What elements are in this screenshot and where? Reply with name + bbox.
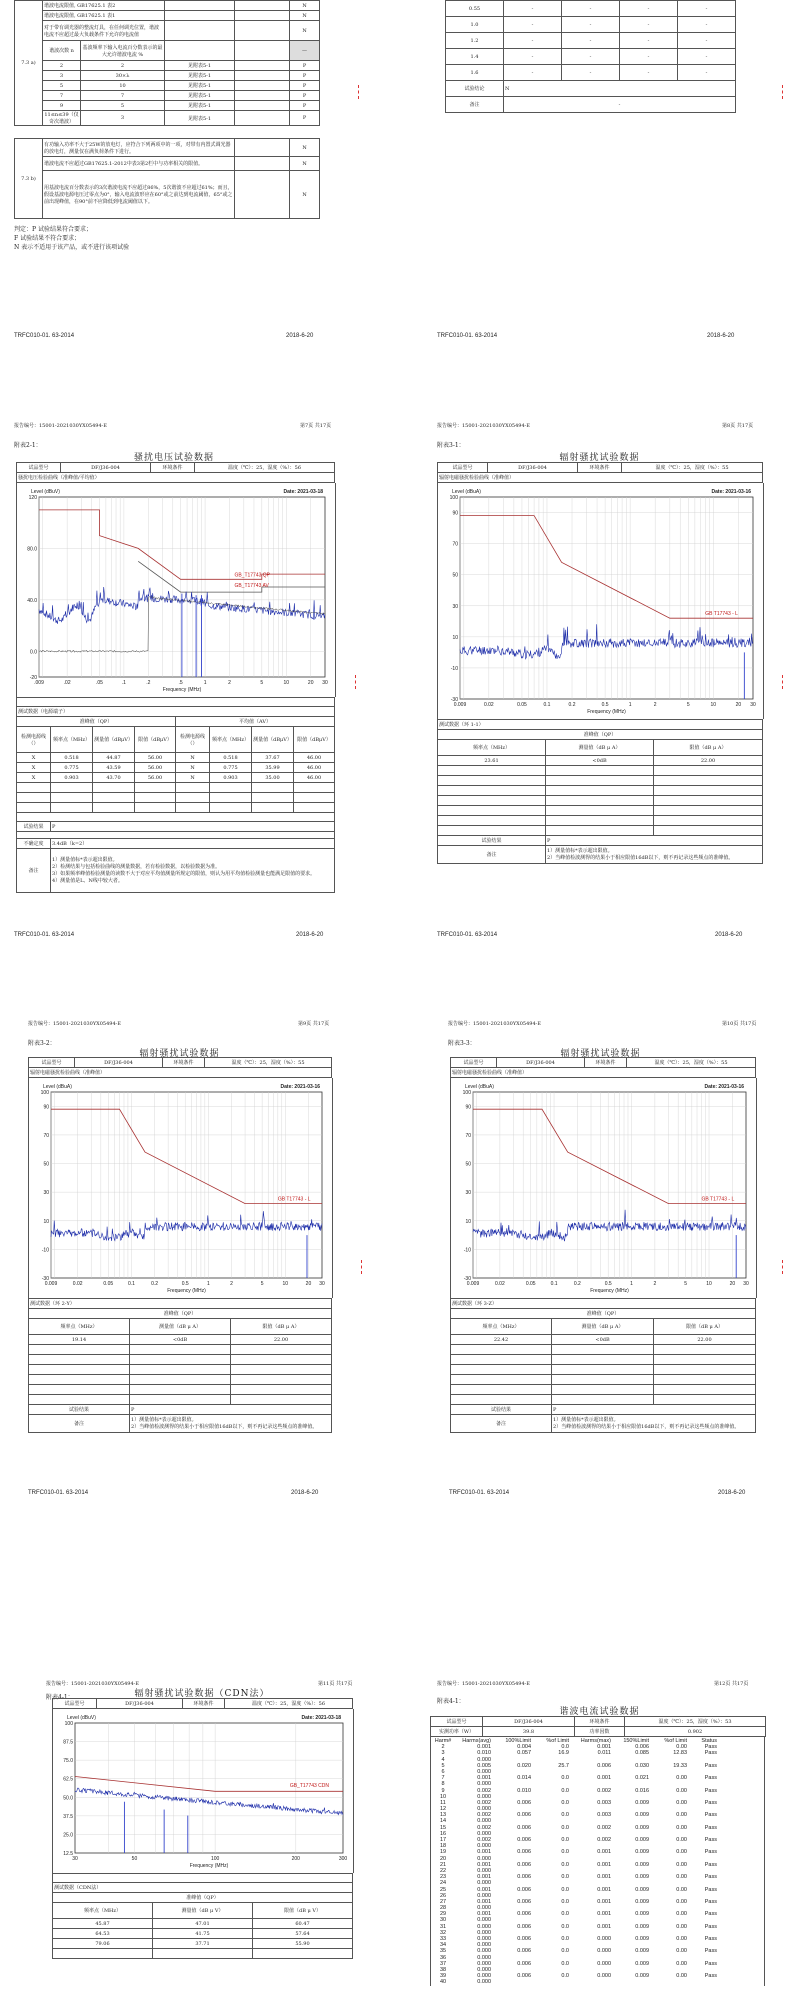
x-tick-label: 5: [260, 680, 264, 686]
y-tick-label: -30: [450, 697, 458, 703]
table-row: 22.42 <0dB 22.00: [451, 1335, 756, 1345]
y-tick-label: 50: [452, 572, 458, 579]
table-row: 64.53 41.75 57.64: [53, 1929, 353, 1939]
page-label: 第8页 共17页: [722, 423, 754, 429]
x-tick-label: 300: [338, 1856, 348, 1862]
report-number: 报告编号：15001-2021030YX05494-E: [14, 423, 107, 429]
table-row: 39 0.000 0.006 0.0 0.000 0.009 0.00 Pass: [439, 1973, 717, 1980]
y-tick-label: 62.5: [63, 1776, 73, 1783]
y-tick-label: 90: [465, 1104, 471, 1111]
y-tick-label: 50.0: [63, 1795, 73, 1802]
binding-mark: [355, 675, 357, 689]
legend: 判定：P 试验结果符合要求； F 试验结果不符合要求； N 表示不适用于该产品，或不进行该项试验: [14, 226, 130, 251]
x-tick-label: 5: [686, 702, 690, 708]
x-tick-label: 50: [131, 1856, 138, 1862]
y-tick-label: 100: [462, 1090, 471, 1096]
y-axis-label: Level (dBuA): [452, 489, 481, 495]
x-tick-label: 1: [203, 680, 207, 686]
x-tick-label: 0.5: [604, 1281, 612, 1287]
footer-code: TRFC010-01. 63-2014: [28, 1490, 89, 1496]
p7-doc: 试品型号 DF/J36-004 环境条件 温度（℃）：25，湿度（%）：56 骚扰电压检验曲线（准峰值/平均值） 120 80.0 40.0 0.0 -20 .009 .02 .05 .1 .2 .5 1 2 5 10 20 30 Frequency (MHz) Level (dBuV) Date: 2021-03-18 GB_T17743 QP GB_T17743 AV 测试数据（电源端子） 准峰值（QP） 平均值（AV） 检测电源线（） 频率点（MHz） 测量值（dBμV） 限值（dBμV） 检测电源线（） 频率点（MHz） 测量值（dBμV） 限值（dBμV） X 0.518 44.87 56.00 N 0.518 37.67 46.00 X 0.775 43.59 56.00 N 0.775 35.99 46.00 X 0.903 43.70 56.00 N 0.903 35.00 46.00 试验结果 P 不确定度 3.4dB（k=2） 备注 1）测量值标*表示超出限值。 2）检测结果与包括检验曲线的测量数据，若有检验数据，以检验数据为准。 3）如果频率峰值检验测量的读数不大于对应平均值测量所规定的限值，则认为用平均值检验测量也能满足限值的要求。 4）测量值是L、N线中较大者。: [16, 462, 334, 893]
x-tick-label: .02: [63, 680, 71, 686]
x-tick-label: 0.5: [181, 1281, 189, 1287]
x-tick-label: 2: [228, 680, 231, 686]
x-tick-label: 2: [230, 1281, 233, 1287]
page-label: 第11页 共17页: [318, 1681, 353, 1687]
page-title: 辐射骚扰试验数据（CDN法）: [134, 1689, 270, 1699]
x-tick-label: 20: [305, 1281, 312, 1287]
x-tick-label: 5: [684, 1281, 688, 1287]
table-row: 2 0.001 0.004 0.0 0.001 0.006 0.00 Pass: [441, 1744, 717, 1751]
table-row: 33 0.000 0.006 0.0 0.000 0.009 0.00 Pass: [439, 1936, 717, 1942]
footer-code: TRFC010-01. 63-2014: [449, 1490, 510, 1496]
table-row: 7 0.001 0.014 0.0 0.001 0.021 0.00 Pass: [441, 1775, 717, 1782]
chart-date: Date: 2021-03-16: [280, 1084, 320, 1090]
y-tick-label: 50: [465, 1161, 471, 1168]
y-tick-label: -30: [41, 1276, 49, 1282]
annex-label: 附表3-1：: [437, 442, 465, 449]
footer-date: 2018-6-20: [286, 333, 314, 339]
binding-mark: [358, 85, 360, 99]
table-row: 25 0.001 0.006 0.0 0.001 0.009 0.00 Pass: [439, 1886, 717, 1893]
requirements-table: 7.3 a) 谐波电流限值, GB17625.1 表2 N 谐波电流限值, GB17625.1 表1 N 对于带有调光器的整流灯具，在任何调光位置，谐波电流不应超过最大负载条件下允许的电流值 N 谐波次数 n 基波频率下输入电流百分数表示的最大允许谐波电流 % — 2 2 见附表5-1 P 3 30×λ 见附表5-1 P 5 10 见附表5-1 P 7 7 见附表5-1 P 9 5 见附表5-1 P 11≤n≤39（仅奇次谐波） 3 见附表5-1 P: [14, 0, 320, 126]
x-tick-label: 100: [210, 1856, 220, 1862]
p10-doc: 试品型号 DF/J36-004 环境条件 温度（℃）：25，湿度（%）：55 辐射电磁骚扰检验曲线（准峰值） 100 90 70 50 30 10 -10 -30 0.009 0.02 0.05 0.1 0.2 0.5 1 2 5 10 20 30 Frequency (MHz) Level (dBuA) Date: 2021-03-16 GB T17743 - L 测试数据（环 3-Z） 准峰值（QP） 频率点（MHz） 测量值（dB μ A） 限值（dB μ A） 22.42 <0dB 22.00 试验结果 P 备注 1）测量值标*表示超出限值。 2）当峰值检波测得的结果小于相应限值16dB以下，则不再记录这些频点的准峰值。: [450, 1057, 755, 1433]
y-tick-label: 12.5: [63, 1851, 73, 1857]
x-tick-label: 0.1: [543, 702, 551, 708]
footer-code: TRFC010-01. 63-2014: [437, 932, 498, 938]
harmonics-header: Harm# Harms(avg) 100%Limit %of Limit Harms(max) 150%Limit %of Limit Status: [434, 1738, 717, 1744]
page-label: 第12页 共17页: [714, 1681, 749, 1687]
y-axis-label: Level (dBuV): [31, 489, 60, 495]
table-row: 37 0.000 0.006 0.0 0.000 0.009 0.00 Pass: [439, 1960, 717, 1967]
y-tick-label: -10: [41, 1247, 49, 1254]
table-row: 5 0.005 0.020 25.7 0.006 0.030 19.33 Pass: [441, 1762, 717, 1769]
x-tick-label: 0.02: [72, 1281, 83, 1287]
table-row: 8 0.000: [441, 1781, 491, 1788]
footer-date: 2018-6-20: [715, 932, 743, 938]
footer-code: TRFC010-01. 63-2014: [14, 932, 75, 938]
report-number: 报告编号：15001-2021030YX05494-E: [46, 1681, 139, 1687]
x-tick-label: 0.009: [44, 1281, 58, 1287]
x-axis-label: Frequency (MHz): [167, 1288, 206, 1294]
x-tick-label: 30: [322, 680, 328, 686]
limit-label: GB_T17743 AV: [234, 583, 269, 589]
report-number: 报告编号：15001-2021030YX05494-E: [28, 1021, 121, 1027]
table-row: 20 0.000: [439, 1855, 491, 1862]
table-row: 14 0.000: [439, 1818, 491, 1825]
x-tick-label: 20: [729, 1281, 736, 1287]
binding-mark: [782, 1260, 784, 1274]
page-title: 骚扰电压试验数据: [133, 453, 214, 463]
plot-area: [473, 1092, 746, 1278]
footer-date: 2018-6-20: [291, 1490, 319, 1496]
plot-area: [460, 497, 753, 699]
annex-label: 附表4-1：: [437, 1698, 465, 1705]
table-row: 29 0.001 0.006 0.0 0.001 0.009 0.00 Pass: [439, 1911, 717, 1918]
page-label: 第9页 共17页: [298, 1021, 330, 1027]
table-row: 45.87 47.01 60.47: [53, 1919, 353, 1929]
harmonics-table: [430, 1737, 765, 1986]
y-tick-label: 70: [452, 541, 458, 548]
table-row: 24 0.000: [439, 1880, 491, 1887]
y-tick-label: 70: [43, 1132, 49, 1139]
x-tick-label: 0.02: [495, 1281, 505, 1287]
x-tick-label: .5: [178, 680, 183, 686]
table-row: 10 0.000: [439, 1793, 491, 1800]
x-tick-label: 2: [653, 1281, 657, 1287]
x-tick-label: 1: [206, 1281, 210, 1287]
y-tick-label: 30: [43, 1190, 49, 1197]
y-tick-label: -30: [463, 1276, 471, 1282]
y-tick-label: 30: [465, 1190, 471, 1197]
table-row: 19.14 <0dB 22.00: [29, 1335, 332, 1345]
x-tick-label: 0.2: [573, 1281, 581, 1287]
x-tick-label: 10: [282, 1281, 289, 1287]
x-tick-label: 30: [319, 1281, 325, 1287]
x-tick-label: 5: [260, 1281, 264, 1287]
p11-doc: 试品型号 DF/J36-004 环境条件 温度（℃）：25，湿度（%）：56 100 87.5 75.0 62.5 50.0 37.5 25.0 12.5 30 50 100 200 300 Frequency (MHz) Level (dBuV) Date: 2021-03-18 GB_T17743 CDN 测试数据（CDN法） 准峰值（QP） 频率点（MHz） 测量值（dB μ V） 限值（dB μ V） 45.87 47.01 60.47 64.53 41.75 57.64 79.06 37.71 55.90: [52, 1698, 352, 1959]
table-row: 4 0.000: [441, 1756, 491, 1763]
table-row: 31 0.000 0.006 0.0 0.001 0.009 0.00 Pass: [439, 1923, 717, 1930]
radiated-emission-chart: [437, 483, 764, 719]
report-number: 报告编号：15001-2021030YX05494-E: [448, 1021, 541, 1027]
page-label: 第10页 共17页: [722, 1021, 757, 1027]
y-tick-label: 50: [43, 1161, 49, 1168]
page-title: 辐射骚扰试验数据: [139, 1049, 220, 1059]
limit-label: GB T17743 - L: [277, 1196, 311, 1203]
y-axis-label: Level (dBuA): [43, 1084, 72, 1090]
annex-label: 附表2-1：: [14, 442, 42, 449]
table-row: 35 0.000 0.006 0.0 0.000 0.009 0.00 Pass: [439, 1948, 717, 1955]
table-row: 28 0.000: [439, 1905, 491, 1912]
p9-doc: 试品型号 DF/J36-004 环境条件 温度（℃）：25，湿度（%）：55 辐射电磁骚扰检验曲线（准峰值） 100 90 70 50 30 10 -10 -30 0.009 0.02 0.05 0.1 0.2 0.5 1 2 5 10 20 30 Frequency (MHz) Level (dBuA) Date: 2021-03-16 GB T17743 - L 测试数据（环 2-Y） 准峰值（QP） 频率点（MHz） 测量值（dB μ A） 限值（dB μ A） 19.14 <0dB 22.00 试验结果 P 备注 1）测量值标*表示超出限值。 2）当峰值检波测得的结果小于相应限值16dB以下，则不再记录这些频点的准峰值。: [28, 1057, 331, 1433]
x-tick-label: 1: [628, 702, 632, 708]
x-axis-label: Frequency (MHz): [189, 1863, 229, 1869]
x-tick-label: 200: [291, 1856, 300, 1862]
annex-label: 附表3-2：: [28, 1040, 56, 1047]
table-row: 38 0.000: [439, 1966, 491, 1973]
table-row: 32 0.000: [439, 1929, 491, 1936]
limit-label: GB T17743 - L: [705, 611, 738, 618]
table-row: 34 0.000: [439, 1942, 491, 1949]
x-tick-label: 0.05: [525, 1281, 536, 1287]
x-tick-label: .009: [34, 680, 44, 686]
chart-date: Date: 2021-03-16: [711, 489, 751, 495]
table-row: 15 0.002 0.006 0.0 0.002 0.009 0.00 Pass: [439, 1824, 717, 1831]
y-tick-label: 100: [40, 1090, 49, 1096]
x-tick-label: 30: [750, 702, 756, 708]
x-axis-label: Frequency (MHz): [587, 709, 626, 715]
footer-date: 2018-6-20: [296, 932, 324, 938]
page6-section: [445, 0, 735, 113]
x-tick-label: 10: [710, 702, 717, 708]
y-tick-label: 90: [452, 510, 458, 517]
table-row: X 0.775 43.59 56.00 N 0.775 35.99 46.00: [17, 763, 335, 773]
y-tick-label: 10: [465, 1218, 471, 1225]
table-row: 13 0.002 0.006 0.0 0.003 0.009 0.00 Pass: [439, 1812, 717, 1819]
table-row: 23 0.001 0.006 0.0 0.001 0.009 0.00 Pass: [439, 1874, 717, 1881]
conducted-emission-chart: [16, 483, 336, 697]
table-row: 17 0.002 0.006 0.0 0.002 0.009 0.00 Pass: [439, 1837, 717, 1843]
x-axis-label: Frequency (MHz): [162, 687, 202, 693]
footer-code: TRFC010-01. 63-2014: [437, 333, 498, 339]
y-axis-label: Level (dBuA): [465, 1084, 494, 1090]
binding-mark: [782, 675, 784, 689]
y-tick-label: 87.5: [63, 1739, 73, 1746]
footer-code: TRFC010-01. 63-2014: [14, 333, 75, 339]
table-row: 9 0.002 0.010 0.0 0.002 0.016 0.00 Pass: [441, 1787, 717, 1794]
x-tick-label: 20: [735, 702, 742, 708]
y-tick-label: 120: [28, 495, 37, 501]
report-number: 报告编号：15001-2021030YX05494-E: [437, 1681, 530, 1687]
table-row: 21 0.001 0.006 0.0 0.001 0.009 0.00 Pass: [439, 1861, 717, 1868]
x-tick-label: 0.5: [601, 702, 609, 708]
page-title: 辐射骚扰试验数据: [559, 453, 640, 463]
table-row: 19 0.001 0.006 0.0 0.001 0.009 0.00 Pass: [439, 1849, 717, 1856]
y-tick-label: 80.0: [27, 546, 37, 553]
table-row: 22 0.000: [439, 1867, 491, 1874]
chart-date: Date: 2021-03-18: [283, 489, 323, 495]
y-tick-label: 25.0: [63, 1832, 73, 1839]
footer-date: 2018-6-20: [707, 333, 735, 339]
x-tick-label: 0.05: [103, 1281, 114, 1287]
page-title: 辐射骚扰试验数据: [560, 1049, 641, 1059]
y-axis-label: Level (dBuV): [67, 1715, 96, 1721]
report-number: 报告编号：15001-2021030YX05494-E: [437, 423, 530, 429]
p12-doc: 试品型号 DF/J36-004 环境条件 温度（℃）：25，湿度（%）：53 实测功率（W） 39.8 功率因数 0.902 Harm# Harms(avg) 100%Limit %of Limit Harms(max) 150%Limit %of Limit Status 2 0.001 0.004 0.0 0.001 0.006 0.00 Pass 3 0.010 0.057 16.9 0.011 0.085 12.83 Pass 4 0.000 5 0.005 0.020 25.7 0.006 0.030 19.33 Pass 6 0.000 7 0.001 0.014 0.0 0.001 0.021 0.00 Pass 8 0.000 9 0.002 0.010 0.0 0.002 0.016 0.00 Pass 10 0.000 11 0.002 0.006 0.0 0.003 0.009 0.00 Pass 12 0.000 13 0.002 0.006 0.0 0.003 0.009 0.00 Pass 14 0.000 15 0.002 0.006 0.0 0.002 0.009 0.00 Pass 16 0.000 17 0.002 0.006 0.0 0.002 0.009 0.00 Pass 18 0.000 19 0.001 0.006 0.0 0.001 0.009 0.00 Pass 20 0.000 21 0.001 0.006 0.0 0.001 0.009 0.00 Pass 22 0.000 23 0.001 0.006 0.0 0.001 0.009 0.00 Pass 24 0.000 25 0.001 0.006 0.0 0.001 0.009 0.00 Pass 26 0.000 27 0.001 0.006 0.0 0.001 0.009 0.00 Pass 28 0.000 29 0.001 0.006 0.0 0.001 0.009 0.00 Pass 30 0.000 31 0.000 0.006 0.0 0.001 0.009 0.00 Pass 32 0.000 33 0.000 0.006 0.0 0.000 0.009 0.00 Pass 34 0.000 35 0.000 0.006 0.0 0.000 0.009 0.00 Pass 36 0.000 37 0.000 0.006 0.0 0.000 0.009 0.00 Pass 38 0.000 39 0.000 0.006 0.0 0.000 0.009 0.00 Pass 40 0.000: [430, 1716, 765, 1986]
y-tick-label: -20: [29, 675, 37, 681]
x-tick-label: 10: [283, 680, 290, 686]
table-row: 36 0.000: [439, 1954, 491, 1961]
x-tick-label: 30: [743, 1281, 749, 1287]
x-tick-label: 0.009: [453, 702, 467, 708]
x-tick-label: 0.1: [550, 1281, 558, 1287]
x-tick-label: 20: [307, 680, 314, 686]
clause-a: 7.3 a): [15, 1, 43, 126]
x-tick-label: 0.02: [483, 702, 494, 708]
table-row: 6 0.000: [441, 1768, 491, 1775]
y-tick-label: 75.0: [63, 1758, 73, 1765]
x-tick-label: 1: [630, 1281, 633, 1287]
limit-label: GB T17743 - L: [701, 1196, 735, 1203]
y-tick-label: 70: [465, 1132, 471, 1139]
table-row: 18 0.000: [439, 1843, 491, 1850]
table-row: 11 0.002 0.006 0.0 0.003 0.009 0.00 Pass: [440, 1799, 717, 1806]
radiated-emission-chart: [28, 1078, 333, 1298]
y-tick-label: 100: [449, 495, 458, 501]
chart-date: Date: 2021-03-16: [704, 1084, 744, 1090]
page5-section: [14, 0, 319, 252]
x-tick-label: .2: [146, 680, 151, 686]
voltage-table: 0.55 - - - - 1.0 - - - - 1.2 - - - - 1.4 - - - - 1.6 - - - - 试验结论 N 备注 -: [445, 0, 736, 113]
table-row: 16 0.000: [439, 1830, 491, 1837]
y-tick-label: -10: [450, 665, 458, 672]
footer-date: 2018-6-20: [718, 1490, 746, 1496]
table-row: 40 0.000: [439, 1979, 491, 1986]
x-tick-label: 30: [72, 1856, 78, 1862]
radiated-emission-chart: [450, 1078, 757, 1298]
table-row: 12 0.000: [439, 1806, 491, 1813]
table-row: 30 0.000: [439, 1917, 491, 1924]
x-tick-label: 10: [706, 1281, 712, 1287]
binding-mark: [361, 1260, 363, 1274]
annex-label: 附表4-1：: [46, 1694, 74, 1701]
annex-label: 附表3-3：: [448, 1040, 476, 1047]
y-tick-label: 10: [43, 1218, 49, 1225]
limit-label: GB_T17743 QP: [234, 572, 271, 579]
x-tick-label: 0.05: [517, 702, 527, 708]
y-tick-label: -10: [463, 1247, 471, 1254]
x-tick-label: 0.1: [127, 1281, 135, 1287]
limit-label: GB_T17743 CDN: [289, 1782, 330, 1789]
page-title: 谐波电流试验数据: [559, 1707, 640, 1717]
cdn-emission-chart: [52, 1709, 354, 1873]
chart-date: Date: 2021-03-18: [301, 1715, 341, 1721]
plot-area: [51, 1092, 322, 1278]
y-tick-label: 30: [452, 603, 458, 610]
y-tick-label: 90: [43, 1104, 49, 1111]
p8-doc: 试品型号 DF/J36-004 环境条件 温度（℃）：25，湿度（%）：55 辐射电磁骚扰检验曲线（准峰值） 100 90 70 50 30 10 -10 -30 0.009 0.02 0.05 0.1 0.2 0.5 1 2 5 10 20 30 Frequency (MHz) Level (dBuA) Date: 2021-03-16 GB T17743 - L 测试数据（环 1-1） 准峰值（QP） 频率点（MHz） 测量值（dB μ A） 限值（dB μ A） 23.61 <0dB 22.00 试验结果 P 备注 1）测量值标*表示超出限值。 2）当峰值检波测得的结果小于相应限值16dB以下，则不再记录这些频点的准峰值。: [437, 462, 762, 864]
y-tick-label: 100: [64, 1721, 73, 1727]
table-row: 23.61 <0dB 22.00: [438, 756, 763, 766]
table-row: 79.06 37.71 55.90: [53, 1939, 353, 1949]
table-row: 27 0.001 0.006 0.0 0.001 0.009 0.00 Pass: [439, 1898, 717, 1905]
table-row: 26 0.000: [439, 1892, 491, 1899]
table-row: 3 0.010 0.057 16.9 0.011 0.085 12.83 Pass: [441, 1750, 717, 1757]
table-row: X 0.518 44.87 56.00 N 0.518 37.67 46.00: [17, 753, 335, 763]
y-tick-label: 0.0: [30, 649, 37, 656]
x-tick-label: 0.2: [568, 702, 576, 708]
x-tick-label: 2: [653, 702, 657, 708]
page-label: 第7页 共17页: [300, 423, 332, 429]
table-row: X 0.903 43.70 56.00 N 0.903 35.00 46.00: [17, 773, 335, 783]
y-tick-label: 40.0: [27, 597, 37, 604]
y-tick-label: 10: [452, 634, 458, 641]
requirements-table-b: 7.3 b) 有功输入功率不大于25W的放电灯，应符合下列两项中的一项，对带有内置式调光器的放电灯，测量仅在满负荷条件下进行。 N 谐波电流不应超过GB17625.1-2012中表3第2栏中与功率相关的限值。 N 用基波电流百分数表示的3次谐波电流不应超过86%，5次谐波不应超过61%；而且，假设基波电源电压过零点为0°，输入电流波形应在60°或之前达到电流阈值，65°或之前出现峰值，在90°前不应降低到电流阈值以下。 N: [14, 138, 320, 219]
x-tick-label: .1: [121, 680, 126, 686]
y-tick-label: 37.5: [63, 1813, 73, 1820]
x-tick-label: .05: [95, 680, 103, 686]
x-tick-label: 0.009: [466, 1281, 480, 1287]
binding-mark: [782, 85, 784, 99]
x-axis-label: Frequency (MHz): [590, 1288, 629, 1294]
x-tick-label: 0.2: [151, 1281, 159, 1287]
